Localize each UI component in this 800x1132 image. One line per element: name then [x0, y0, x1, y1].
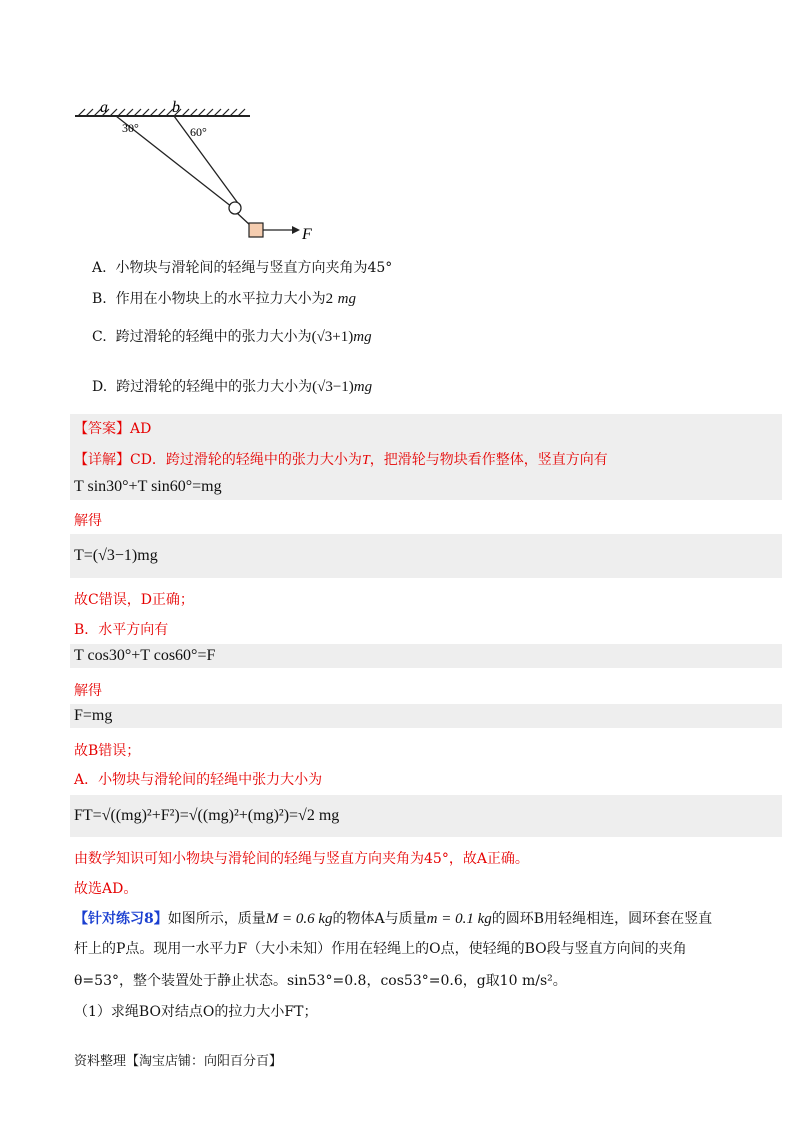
option-d: D. 跨过滑轮的轻绳中的张力大小为(√3−1)mg [92, 379, 373, 395]
equation-1: T sin30°+T sin60°=mg [74, 478, 222, 495]
problem-line3: θ=53°，整个装置处于静止状态。sin53°=0.8，cos53°=0.6，g取10 m/s²。 [74, 973, 567, 989]
final-answer: 故选AD。 [74, 881, 138, 897]
conclusion-2: 故B错误； [74, 743, 141, 759]
block [249, 223, 263, 237]
conclusion-3: 由数学知识可知小物块与滑轮间的轻绳与竖直方向夹角为45°，故A正确。 [74, 851, 529, 867]
rope-b [174, 116, 240, 206]
footer: 资料整理【淘宝店铺：向阳百分百】 [74, 1054, 283, 1069]
question-1: （1）求绳BO对结点O的拉力大小FT； [74, 1004, 318, 1020]
pulley-diagram [70, 96, 330, 246]
answer: 【答案】AD [74, 421, 152, 437]
problem-tag: 【针对练习8】 [74, 911, 168, 927]
equation-3: T cos30°+T cos60°=F [74, 647, 216, 664]
label-a: a [100, 99, 108, 116]
option-b: B. 作用在小物块上的水平拉力大小为2 mg [92, 291, 356, 307]
eq2-band [70, 534, 782, 578]
b-heading: B．水平方向有 [74, 622, 169, 638]
angle-b: 60° [190, 125, 207, 139]
label-b: b [172, 99, 180, 116]
eq4-band [70, 704, 782, 728]
a-heading: A．小物块与滑轮间的轻绳中张力大小为 [74, 772, 323, 788]
option-c: C. 跨过滑轮的轻绳中的张力大小为(√3+1)mg [92, 329, 372, 345]
conclusion-1: 故C错误，D正确； [74, 592, 194, 608]
problem-line1: 【针对练习8】如图所示，质量M = 0.6 kg的物体A与质量m = 0.1 kg的圆环B用轻绳相连，圆环套在竖直 [74, 911, 713, 927]
problem-line2: 杆上的P点。现用一水平力F（大小未知）作用在轻绳上的O点，使轻绳的BO段与竖直方向间的夹角 [74, 941, 687, 957]
jiede-2: 解得 [74, 683, 102, 699]
equation-5: FT=√((mg)²+F²)=√((mg)²+(mg)²)=√2 mg [74, 807, 340, 824]
angle-a: 30° [122, 121, 139, 135]
force-label: F [302, 226, 312, 243]
pulley [229, 202, 241, 214]
jiede-1: 解得 [74, 513, 102, 529]
option-a: A. 小物块与滑轮间的轻绳与竖直方向夹角为45° [92, 260, 393, 276]
detail-line1: 【详解】CD．跨过滑轮的轻绳中的张力大小为T，把滑轮与物块看作整体，竖直方向有 [74, 452, 608, 468]
equation-4: F=mg [74, 707, 113, 724]
equation-2: T=(√3−1)mg [74, 547, 158, 564]
